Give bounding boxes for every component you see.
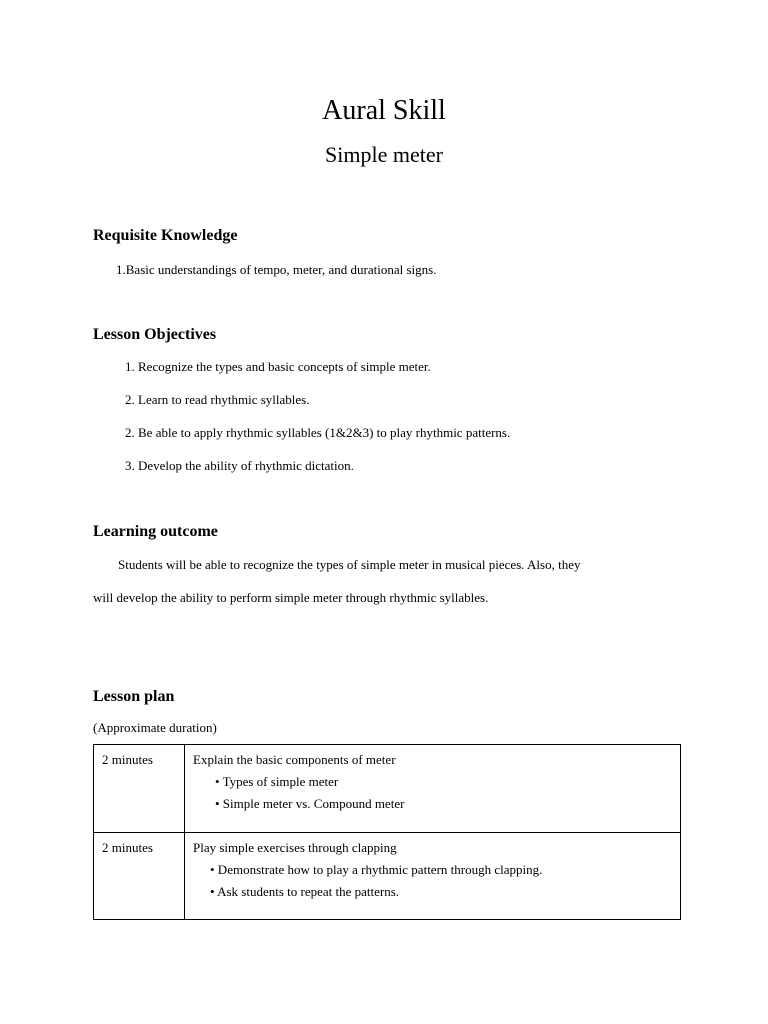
activity-title: Explain the basic components of meter (193, 752, 396, 767)
objectives-heading: Lesson Objectives (93, 326, 217, 343)
objective-item: 1. Recognize the types and basic concepts of simple meter. (125, 359, 431, 374)
outcome-heading: Learning outcome (93, 523, 218, 540)
table-row (94, 745, 681, 833)
objective-item: 2. Be able to apply rhythmic syllables (1&2&3) to play rhythmic patterns. (125, 425, 511, 440)
duration-text: 2 minutes (102, 752, 153, 767)
activity-bullet: • Demonstrate how to play a rhythmic pattern through clapping. (210, 862, 543, 877)
document-title: Aural Skill (322, 95, 446, 126)
duration-text: 2 minutes (102, 840, 153, 855)
activity-bullet: • Types of simple meter (215, 774, 339, 789)
requisite-item: 1.Basic understandings of tempo, meter, and durational signs. (116, 262, 437, 277)
objective-item: 3. Develop the ability of rhythmic dictation. (125, 458, 354, 473)
plan-heading: Lesson plan (93, 688, 175, 705)
document-subtitle: Simple meter (325, 142, 443, 167)
table-row (94, 833, 681, 920)
activity-bullet: • Simple meter vs. Compound meter (215, 796, 405, 811)
outcome-text-line: Students will be able to recognize the types of simple meter in musical pieces. Also, they (118, 557, 581, 572)
lesson-plan-table (93, 744, 681, 920)
activity-bullet: • Ask students to repeat the patterns. (210, 884, 400, 899)
plan-duration-note: (Approximate duration) (93, 720, 217, 735)
duration-cell (94, 745, 185, 833)
activity-cell (185, 745, 681, 833)
requisite-heading: Requisite Knowledge (93, 227, 238, 244)
objective-item: 2. Learn to read rhythmic syllables. (125, 392, 310, 407)
duration-cell (94, 833, 185, 920)
activity-title: Play simple exercises through clapping (193, 840, 397, 855)
activity-cell (185, 833, 681, 920)
outcome-text-line: will develop the ability to perform simple meter through rhythmic syllables. (93, 590, 489, 605)
